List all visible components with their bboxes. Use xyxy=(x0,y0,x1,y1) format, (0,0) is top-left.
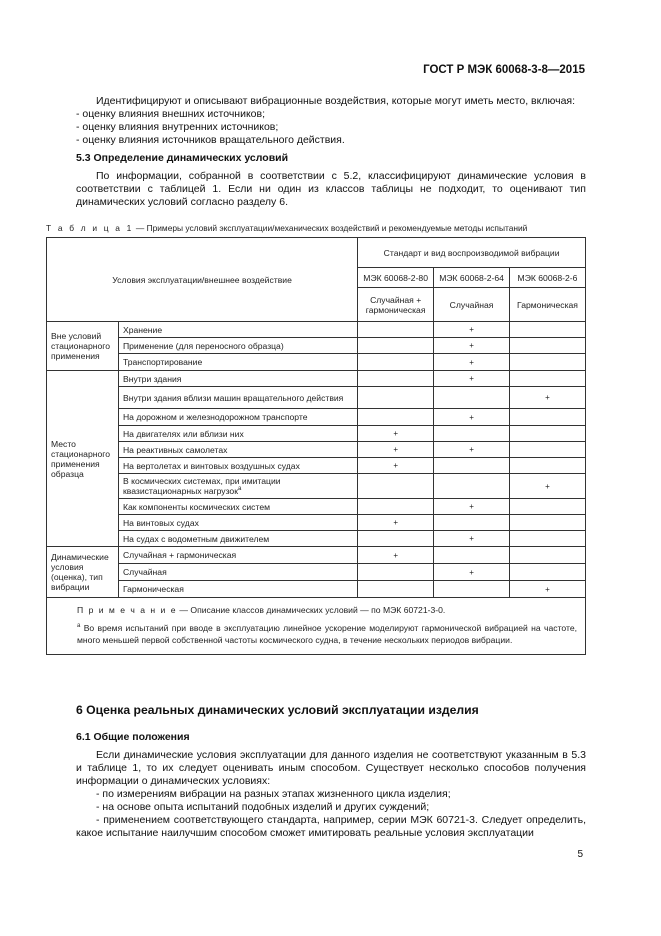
table-mark-cell xyxy=(510,371,586,387)
section-6-1-text: Если динамические условия эксплуатации для данного изделия не соответствуют указанным в 5.3 и таблице 1, то их следует оценивать иным способом. Существует несколько способов получения информации о динамических условиях: xyxy=(76,749,586,787)
table-condition-cell: На винтовых судах xyxy=(118,515,357,531)
section-6-1-list xyxy=(76,788,586,840)
table-condition-cell: Случайная + гармоническая xyxy=(118,547,357,564)
section-6-title: 6 Оценка реальных динамических условий эксплуатации изделия xyxy=(76,703,479,717)
table-head-type-3: Гармоническая xyxy=(510,288,586,322)
table-mark-cell xyxy=(510,564,586,581)
section-5-3-text: По информации, собранной в соответствии с 5.2, классифицируют динамические условия в соответствии с таблицей 1. Если ни один из классов таблицы не подходит, то оценивают тип динамических условий согласно разделу 6. xyxy=(76,170,586,208)
table-mark-cell xyxy=(358,474,434,499)
list-item: - на основе опыта испытаний подобных изделий и других суждений; xyxy=(96,801,430,813)
table-mark-cell xyxy=(434,387,510,409)
table-mark-cell xyxy=(510,338,586,354)
table-mark-cell xyxy=(434,547,510,564)
table-mark-cell xyxy=(434,581,510,598)
table-condition-cell: Хранение xyxy=(118,322,357,338)
table-mark-cell xyxy=(434,426,510,442)
page-number: 5 xyxy=(577,849,583,860)
table-mark-cell xyxy=(358,564,434,581)
table-mark-cell xyxy=(358,354,434,371)
table-mark-cell xyxy=(434,474,510,499)
table-condition-cell: Случайная xyxy=(118,564,357,581)
table-row xyxy=(47,474,586,499)
section-5-3-title: 5.3 Определение динамических условий xyxy=(76,152,289,164)
table-mark-cell: + xyxy=(510,387,586,409)
table-mark-cell xyxy=(510,499,586,515)
table-row xyxy=(47,387,586,409)
table-mark-cell: + xyxy=(434,409,510,426)
table-row xyxy=(47,458,586,474)
table-mark-cell: + xyxy=(358,442,434,458)
table-mark-cell: + xyxy=(358,547,434,564)
table-group-label: Динамические условия (оценка), тип вибрации xyxy=(47,547,119,598)
table-condition-cell: Внутри здания xyxy=(118,371,357,387)
table-mark-cell xyxy=(358,581,434,598)
table-row xyxy=(47,531,586,547)
table-mark-cell xyxy=(510,458,586,474)
table-row xyxy=(47,547,586,564)
table-note-row xyxy=(47,598,586,655)
table-condition-cell: На реактивных самолетах xyxy=(118,442,357,458)
table-row xyxy=(47,354,586,371)
table-condition-cell: На судах с водометным движителем xyxy=(118,531,357,547)
list-item: - по измерениям вибрации на разных этапах жизненного цикла изделия; xyxy=(96,788,451,800)
list-item: - оценку влияния источников вращательного действия. xyxy=(76,134,345,146)
table-condition-cell: На дорожном и железнодорожном транспорте xyxy=(118,409,357,426)
table-group-label: Вне условий стационарного применения xyxy=(47,322,119,371)
table-row xyxy=(47,371,586,387)
table-row xyxy=(47,499,586,515)
table-note: П р и м е ч а н и е — Описание классов динамических условий — по МЭК 60721-3-0. xyxy=(77,605,446,615)
table-mark-cell xyxy=(358,409,434,426)
table-row xyxy=(47,581,586,598)
table-mark-cell xyxy=(358,499,434,515)
table-mark-cell xyxy=(434,515,510,531)
table-head-type-2: Случайная xyxy=(434,288,510,322)
table-row xyxy=(47,338,586,354)
table-mark-cell xyxy=(358,531,434,547)
table-condition-cell: Транспортирование xyxy=(118,354,357,371)
table-condition-cell: На двигателях или вблизи них xyxy=(118,426,357,442)
list-item: - оценку влияния внешних источников; xyxy=(76,108,266,120)
table-condition-cell: Как компоненты космических систем xyxy=(118,499,357,515)
table-row xyxy=(47,409,586,426)
footnote-ref: a xyxy=(237,486,242,493)
table-mark-cell: + xyxy=(358,515,434,531)
table-condition-cell: Гармоническая xyxy=(118,581,357,598)
table-mark-cell xyxy=(434,458,510,474)
table-head-type-1: Случайная + гармоническая xyxy=(358,288,434,322)
table-mark-cell: + xyxy=(434,564,510,581)
table-mark-cell xyxy=(510,409,586,426)
table-mark-cell: + xyxy=(434,354,510,371)
table-mark-cell xyxy=(358,338,434,354)
table-mark-cell xyxy=(510,531,586,547)
table-mark-cell xyxy=(358,371,434,387)
table-row xyxy=(47,426,586,442)
table-1 xyxy=(46,237,586,655)
list-item: - применением соответствующего стандарта, например, серии МЭК 60721-3. Следует определить, какое испытание наилучшим способом сможет имитировать реальные условия эксплуатации xyxy=(76,814,586,839)
table-mark-cell: + xyxy=(434,531,510,547)
table-head-standard: Стандарт и вид воспроизводимой вибрации xyxy=(358,238,586,268)
table-mark-cell: + xyxy=(434,338,510,354)
table-mark-cell: + xyxy=(434,442,510,458)
table-head-standard-2: МЭК 60068-2-64 xyxy=(434,268,510,288)
table-mark-cell: + xyxy=(358,458,434,474)
table-mark-cell: + xyxy=(510,474,586,499)
document-header: ГОСТ Р МЭК 60068-3-8—2015 xyxy=(423,64,585,76)
table-condition-cell: Внутри здания вблизи машин вращательного действия xyxy=(118,387,357,409)
table-head-standard-1: МЭК 60068-2-80 xyxy=(358,268,434,288)
list-item: - оценку влияния внутренних источников; xyxy=(76,121,279,133)
table-mark-cell xyxy=(358,322,434,338)
table-condition-cell: Применение (для переносного образца) xyxy=(118,338,357,354)
table-condition-cell: На вертолетах и винтовых воздушных судах xyxy=(118,458,357,474)
table-mark-cell xyxy=(510,354,586,371)
table-mark-cell: + xyxy=(510,581,586,598)
table-mark-cell xyxy=(510,322,586,338)
table-mark-cell xyxy=(510,515,586,531)
intro-list xyxy=(76,108,586,147)
table-mark-cell: + xyxy=(434,499,510,515)
table-mark-cell xyxy=(510,442,586,458)
table-head-conditions: Условия эксплуатации/внешнее воздействие xyxy=(47,238,358,322)
table-mark-cell xyxy=(510,426,586,442)
table-condition-cell: В космических системах, при имитации квазистационарных нагрузок$^a$ xyxy=(118,474,357,499)
table-row xyxy=(47,442,586,458)
table-mark-cell: + xyxy=(434,371,510,387)
table-mark-cell: + xyxy=(358,426,434,442)
table-caption: Т а б л и ц а 1 — Примеры условий эксплуатации/механических воздействий и рекомендуемые методы испытаний xyxy=(46,223,528,233)
table-mark-cell xyxy=(358,387,434,409)
table-group-label: Место стационарного применения образца xyxy=(47,371,119,547)
table-mark-cell: + xyxy=(434,322,510,338)
section-6-1-title: 6.1 Общие положения xyxy=(76,731,190,743)
table-mark-cell xyxy=(510,547,586,564)
table-footnote: $^a$ Во время испытаний при вводе в эксплуатацию линейное ускорение моделируют гармонической вибрацией на частоте, много меньшей первой собственной частоты космического судна, в течение нескольких периодов вибрации. xyxy=(77,622,578,645)
table-row xyxy=(47,515,586,531)
table-row xyxy=(47,564,586,581)
intro-paragraph: Идентифицируют и описывают вибрационные воздействия, которые могут иметь место, включая: xyxy=(96,95,576,107)
table-row xyxy=(47,322,586,338)
table-head-standard-3: МЭК 60068-2-6 xyxy=(510,268,586,288)
